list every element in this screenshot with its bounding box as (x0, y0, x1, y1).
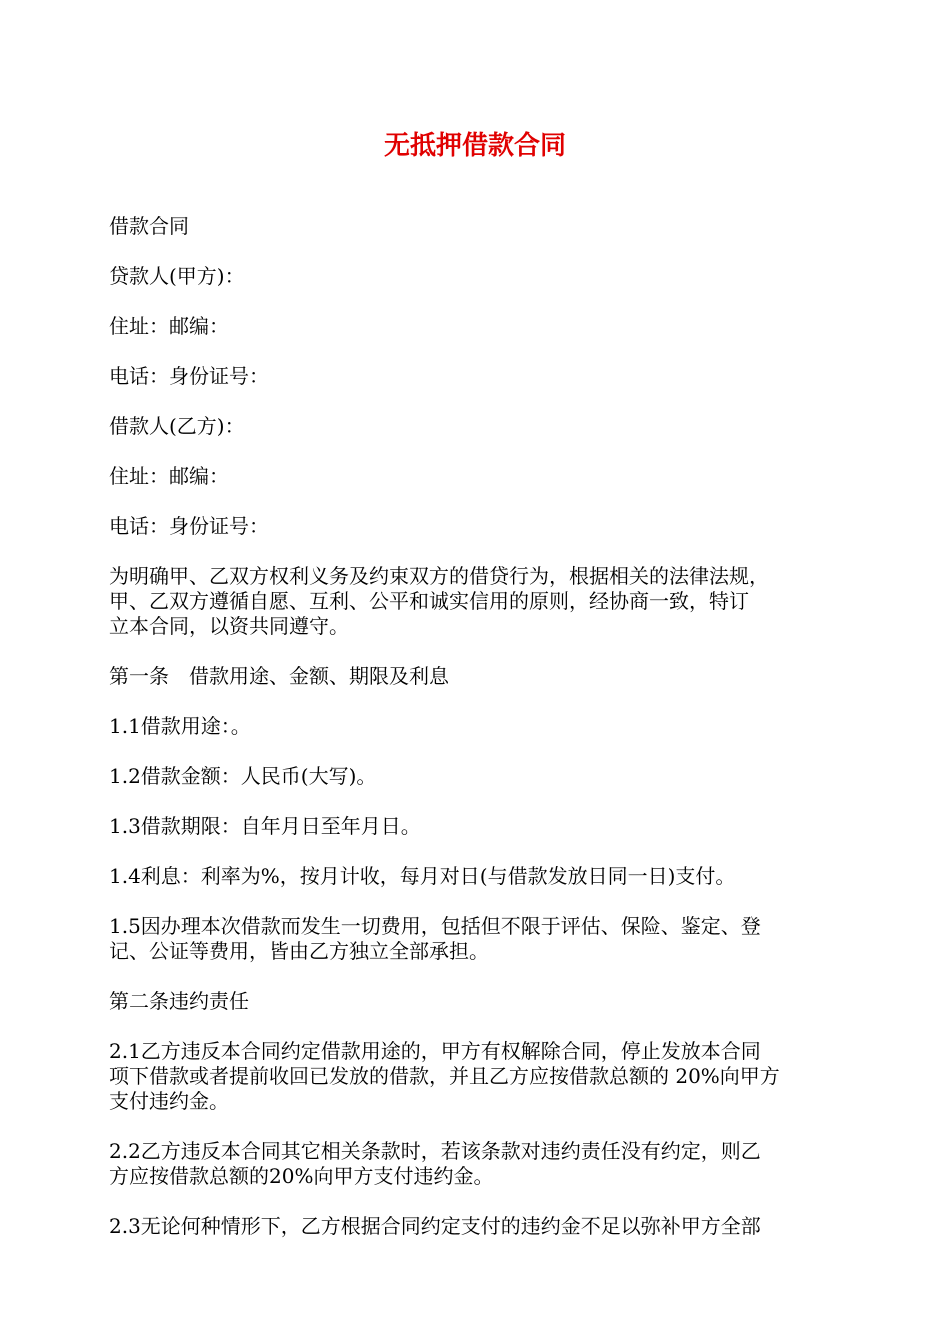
paragraph (109, 989, 844, 1014)
document-body (109, 214, 844, 1264)
text-line: 贷款人(甲方)： (109, 264, 245, 288)
paragraph (109, 814, 844, 839)
text-line: 1.4利息：利率为%，按月计收，每月对日(与借款发放日同一日)支付。 (109, 864, 736, 888)
text-line: 住址：邮编： (109, 464, 229, 488)
document-title: 无抵押借款合同 (383, 131, 566, 161)
text-line: 住址：邮编： (109, 314, 229, 338)
paragraph (109, 864, 844, 889)
paragraph (109, 364, 844, 389)
text-line: 2.1乙方违反本合同约定借款用途的，甲方有权解除合同，停止发放本合同 (109, 1039, 761, 1063)
text-line: 电话：身份证号： (109, 514, 269, 538)
text-line: 记、公证等费用，皆由乙方独立全部承担。 (109, 939, 489, 963)
text-line: 立本合同，以资共同遵守。 (109, 614, 349, 638)
text-line: 借款合同 (109, 214, 189, 238)
text-line: 1.5因办理本次借款而发生一切费用，包括但不限于评估、保险、鉴定、登 (109, 914, 761, 938)
text-line: 1.2借款金额：人民币(大写)。 (109, 764, 377, 788)
paragraph (109, 514, 844, 539)
text-line: 1.1借款用途：。 (109, 714, 251, 738)
paragraph (109, 1039, 844, 1114)
paragraph (109, 414, 844, 439)
text-line: 1.3借款期限：自年月日至年月日。 (109, 814, 421, 838)
paragraph (109, 564, 844, 639)
paragraph (109, 714, 844, 739)
paragraph (109, 764, 844, 789)
text-line: 2.3无论何种情形下，乙方根据合同约定支付的违约金不足以弥补甲方全部 (109, 1214, 761, 1238)
text-line: 第一条 借款用途、金额、期限及利息 (109, 664, 449, 688)
paragraph (109, 464, 844, 489)
paragraph (109, 214, 844, 239)
text-line: 2.2乙方违反本合同其它相关条款时，若该条款对违约责任没有约定，则乙 (109, 1139, 761, 1163)
text-line: 借款人(乙方)： (109, 414, 245, 438)
paragraph (109, 314, 844, 339)
text-line: 甲、乙双方遵循自愿、互利、公平和诚实信用的原则，经协商一致，特订 (109, 589, 749, 613)
text-line: 电话：身份证号： (109, 364, 269, 388)
text-line: 第二条违约责任 (109, 989, 249, 1013)
paragraph (109, 914, 844, 964)
paragraph (109, 264, 844, 289)
text-line: 方应按借款总额的20%向甲方支付违约金。 (109, 1164, 494, 1188)
paragraph (109, 1214, 844, 1239)
text-line: 项下借款或者提前收回已发放的借款，并且乙方应按借款总额的 20%向甲方 (109, 1064, 780, 1088)
text-line: 支付违约金。 (109, 1089, 229, 1113)
paragraph (109, 1139, 844, 1189)
text-line: 为明确甲、乙双方权利义务及约束双方的借贷行为，根据相关的法律法规， (109, 564, 769, 588)
paragraph (109, 664, 844, 689)
